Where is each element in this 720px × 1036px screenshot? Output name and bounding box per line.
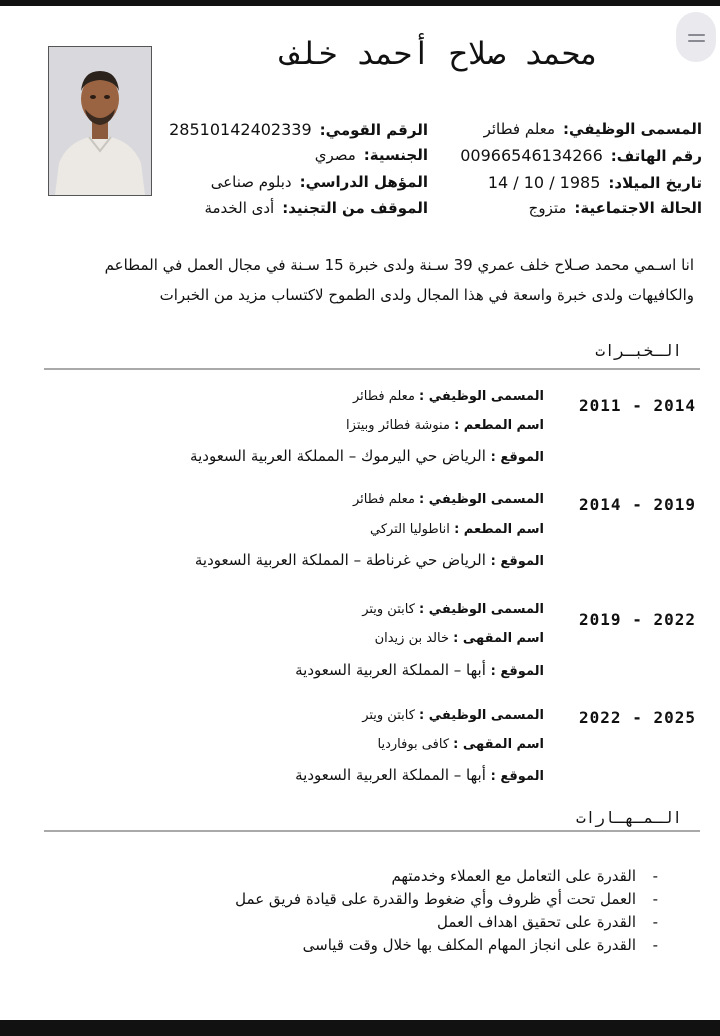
experience-years-2: 2014 - 2019 [579, 495, 696, 514]
military-status-value: أدى الخدمة [204, 199, 275, 217]
national-id-label: الرقم القومي: [319, 121, 428, 139]
experience-years-3: 2019 - 2022 [579, 610, 696, 629]
hamburger-icon [688, 34, 705, 36]
marital-status-label: الحالة الاجتماعية: [574, 199, 702, 217]
experience-years-4: 2022 - 2025 [579, 708, 696, 727]
experience-place-value: اناطوليا التركي [369, 522, 450, 537]
marital-status-field [529, 199, 702, 217]
education-value: دبلوم صناعى [210, 173, 292, 191]
phone-label: رقم الهاتف: [610, 147, 702, 165]
nationality-label: الجنسية: [363, 146, 428, 164]
birth-date-label: تاريخ الميلاد: [608, 174, 702, 192]
birth-date-field [488, 173, 702, 192]
skills-divider [44, 830, 700, 832]
experience-title-label: المسمى الوظيفي : [419, 708, 544, 723]
experience-location-2 [195, 551, 544, 569]
experience-place-3 [375, 631, 544, 646]
profile-summary [44, 250, 694, 310]
experience-location-3 [295, 661, 544, 679]
experience-title-value: معلم فطائر [352, 389, 415, 404]
experience-location-1 [190, 447, 544, 465]
experience-location-value: أبها – المملكة العربية السعودية [295, 766, 486, 784]
experience-location-value: الرياض حي اليرموك – المملكة العربية السعودية [190, 447, 486, 465]
skill-text: القدرة على التعامل مع العملاء وخدمتهم [391, 867, 636, 885]
job-title-label: المسمى الوظيفي: [563, 120, 702, 138]
experience-title-3 [362, 602, 544, 617]
person-portrait-icon [49, 47, 151, 195]
skill-item: - القدرة على تحقيق اهداف العمل [437, 913, 658, 931]
experience-location-label: الموقع : [490, 769, 544, 784]
experience-place-label: اسم المقهى : [453, 737, 544, 752]
job-title-value: معلم فطائر [483, 120, 556, 138]
experience-section-title: الـخبـرات [595, 341, 682, 360]
experience-title-4 [362, 708, 544, 723]
candidate-name: محمد صلاح أحمد خلف [281, 36, 599, 72]
experience-location-value: أبها – المملكة العربية السعودية [295, 661, 486, 679]
summary-line-1: انا اسـمي محمد صـلاح خلف عمري 39 سـنة ولدى خبرة 15 سـنة في مجال العمل في المطاعم [104, 256, 694, 274]
summary-line-2: والكافيهات ولدى خبرة واسعة في هذا المجال ولدى الطموح لاكتساب مزيد من الخبرات [159, 286, 694, 304]
phone-value: 00966546134266 [460, 146, 603, 165]
experience-title-label: المسمى الوظيفي : [419, 492, 544, 507]
skill-text: القدرة على تحقيق اهداف العمل [437, 913, 636, 931]
top-border [0, 0, 720, 6]
experience-years-1: 2011 - 2014 [579, 396, 696, 415]
nationality-field [315, 146, 428, 164]
phone-field [460, 146, 702, 165]
experience-title-value: كابتن ويتر [362, 602, 415, 617]
experience-place-value: خالد بن زيدان [374, 631, 450, 646]
skill-text: القدرة على انجاز المهام المكلف بها خلال وقت قياسى [302, 936, 636, 954]
experience-title-1 [353, 389, 544, 404]
national-id-field [169, 120, 428, 139]
military-status-field [204, 199, 428, 217]
experience-location-label: الموقع : [490, 664, 544, 679]
skill-text: العمل تحت أي ظروف وأي ضغوط والقدرة على قيادة فريق عمل [235, 890, 636, 908]
experience-location-label: الموقع : [490, 450, 544, 465]
experience-title-label: المسمى الوظيفي : [419, 602, 544, 617]
experience-location-4 [295, 766, 544, 784]
experience-location-label: الموقع : [490, 554, 544, 569]
education-field [211, 173, 428, 191]
skills-section-title: الـمـهـارات [576, 808, 682, 827]
experience-place-2 [370, 522, 544, 537]
experience-place-value: منوشة فطائر وبيتزا [346, 418, 450, 433]
experience-place-label: اسم المطعم : [454, 522, 544, 537]
experience-location-value: الرياض حي غرناطة – المملكة العربية السعودية [194, 551, 486, 569]
experience-place-value: كافى بوفارديا [377, 737, 450, 752]
skill-item: - العمل تحت أي ظروف وأي ضغوط والقدرة على قيادة فريق عمل [235, 890, 658, 908]
job-title-field [484, 120, 702, 138]
experience-place-label: اسم المطعم : [454, 418, 544, 433]
education-label: المؤهل الدراسي: [299, 173, 428, 191]
experience-place-label: اسم المقهى : [453, 631, 544, 646]
birth-date-value: 1985 / 10 / 14 [487, 173, 601, 192]
national-id-value: 28510142402339 [169, 120, 312, 139]
experience-title-value: كابتن ويتر [362, 708, 415, 723]
skill-item: - القدرة على انجاز المهام المكلف بها خلال وقت قياسى [302, 936, 658, 954]
skills-list [235, 865, 658, 957]
skill-item: - القدرة على التعامل مع العملاء وخدمتهم [391, 867, 658, 885]
experience-title-2 [353, 492, 544, 507]
experience-title-label: المسمى الوظيفي : [419, 389, 544, 404]
marital-status-value: متزوج [528, 199, 567, 217]
profile-photo [48, 46, 152, 196]
military-status-label: الموقف من التجنيد: [282, 199, 428, 217]
nationality-value: مصري [314, 146, 356, 164]
experience-divider [44, 368, 700, 370]
experience-place-4 [378, 737, 544, 752]
hamburger-icon-line [688, 40, 705, 42]
experience-title-value: معلم فطائر [352, 492, 415, 507]
bottom-border [0, 1020, 720, 1036]
experience-place-1 [346, 418, 544, 433]
